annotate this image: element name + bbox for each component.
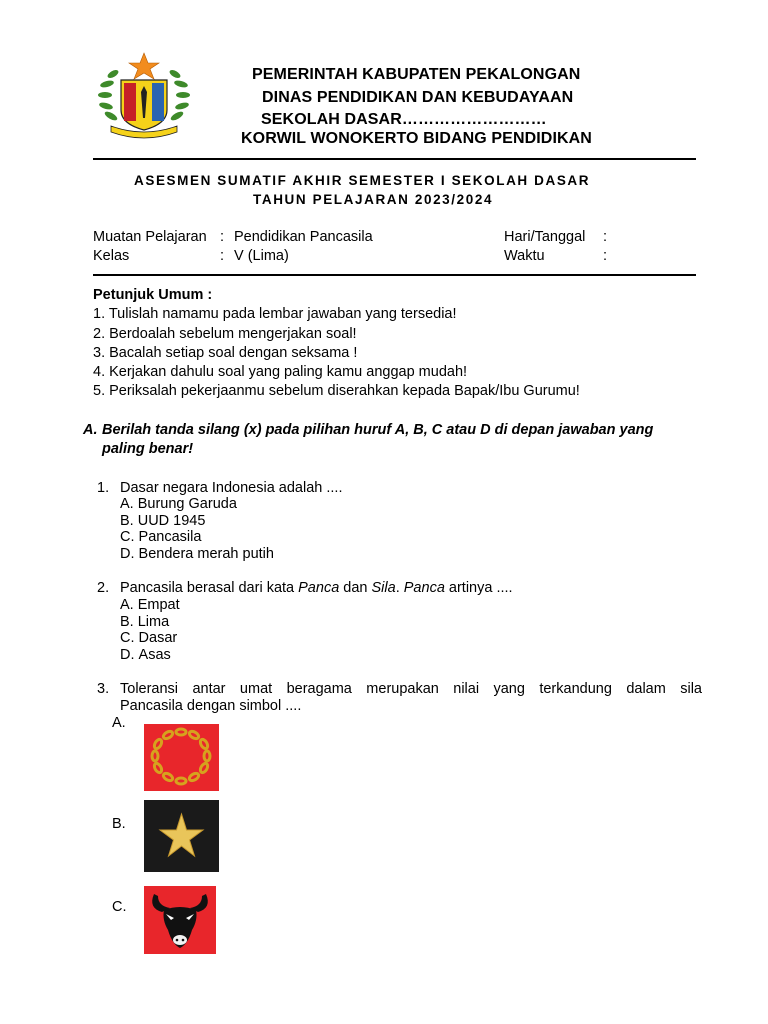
time-colon: : [603,248,608,264]
q1-option-c[interactable] [120,529,201,545]
option-letter: C. [120,630,135,646]
class-value: V (Lima) [234,248,289,264]
question-2-text: Pancasila berasal dari kata Panca dan Sila. Panca artinya .... [120,580,513,596]
exam-year: TAHUN PELAJARAN 2023/2024 [253,192,494,207]
q2-option-c[interactable] [120,630,177,646]
option-text: Pancasila [138,529,202,545]
option-text: Asas [138,647,171,663]
option-letter: B. [120,513,134,529]
question-1-number: 1. [97,480,110,496]
instruction-item: 4. Kerjakan dahulu soal yang paling kamu anggap mudah! [93,364,468,380]
option-letter: D. [120,647,135,663]
question-2-number: 2. [97,580,110,596]
option-text: Dasar [138,630,178,646]
day-date-label: Hari/Tanggal [504,229,586,245]
instruction-item: 3. Bacalah setiap soal dengan seksama ! [93,345,358,361]
q3-option-a-letter[interactable]: A. [112,715,126,731]
q2-option-a[interactable] [120,597,180,613]
info-divider [93,274,696,276]
option-letter: A. [120,496,134,512]
option-letter: A. [120,597,134,613]
subject-label: Muatan Pelajaran [93,229,207,245]
q2-option-b[interactable] [120,614,169,630]
exam-title: ASESMEN SUMATIF AKHIR SEMESTER I SEKOLAH DASAR [134,173,591,188]
q3-option-c-letter[interactable]: C. [112,899,127,915]
section-a-instruction: Berilah tanda silang (x) pada pilihan huruf A, B, C atau D di depan jawaban yang [102,422,654,438]
question-3-text-cont: Pancasila dengan simbol .... [120,698,302,714]
option-text: UUD 1945 [137,513,206,529]
section-a-letter: A. [83,422,98,438]
option-text: Burung Garuda [137,496,237,512]
instruction-item: 2. Berdoalah sebelum mengerjakan soal! [93,326,357,342]
option-letter: B. [120,614,134,630]
class-label: Kelas [93,248,130,264]
option-text: Bendera merah putih [138,546,274,562]
question-3-number: 3. [97,681,110,697]
question-1-text: Dasar negara Indonesia adalah .... [120,480,343,496]
section-a-instruction-cont: paling benar! [102,441,194,457]
option-letter: D. [120,546,135,562]
instructions-title: Petunjuk Umum : [93,287,213,303]
option-letter: C. [120,529,135,545]
subject-value: Pendidikan Pancasila [234,229,373,245]
header-line-2: DINAS PENDIDIKAN DAN KEBUDAYAAN [262,89,574,106]
q1-option-a[interactable] [120,496,237,512]
class-colon: : [220,248,225,264]
option-text: Empat [137,597,180,613]
bull-head-icon[interactable] [144,886,216,954]
q3-option-b-letter[interactable]: B. [112,816,126,832]
subject-colon: : [220,229,225,245]
header-line-4: KORWIL WONOKERTO BIDANG PENDIDIKAN [241,130,592,147]
q1-option-d[interactable] [120,546,274,562]
header-line-3: SEKOLAH DASAR……………………… [261,111,547,128]
header-line-1: PEMERINTAH KABUPATEN PEKALONGAN [252,66,581,83]
question-3-text: Toleransi antar umat beragama merupakan nilai yang terkandung dalam sila [120,681,702,697]
instruction-item: 5. Periksalah pekerjaanmu sebelum diserahkan kepada Bapak/Ibu Gurumu! [93,383,580,399]
instruction-item: 1. Tulislah namamu pada lembar jawaban yang tersedia! [93,306,457,322]
header-divider [93,158,696,160]
day-date-colon: : [603,229,608,245]
chain-icon[interactable] [144,724,219,791]
option-text: Lima [137,614,170,630]
q1-option-b[interactable] [120,513,205,529]
regency-emblem-logo [97,52,191,140]
time-label: Waktu [504,248,545,264]
star-icon[interactable] [144,800,219,872]
q2-option-d[interactable] [120,647,171,663]
